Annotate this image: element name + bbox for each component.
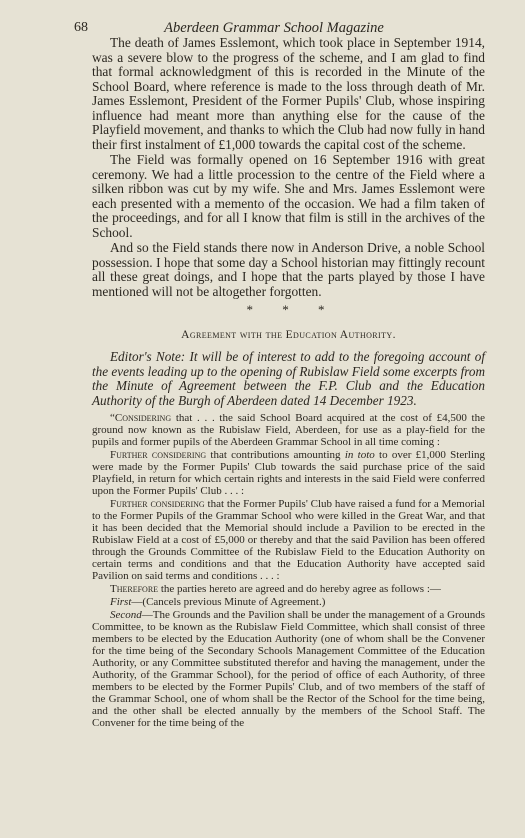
editors-note-label: Editor's Note:	[110, 349, 186, 364]
excerpt-further-considering-1	[92, 449, 485, 497]
excerpt-italic: in toto	[344, 449, 375, 462]
paragraph-anderson-drive: And so the Field stands there now in Anderson Drive, a noble School possession. I hope that some day a School historian may fittingly recount all these great doings, and I hope that the parts played by those I have mentioned will not be altogether forgotten.	[92, 240, 485, 299]
main-text	[92, 36, 485, 299]
excerpt-lead: First	[110, 596, 132, 609]
excerpt-further-considering-2	[92, 498, 485, 582]
running-title: Aberdeen Grammar School Magazine	[164, 20, 384, 36]
excerpt-lead: Further considering	[110, 449, 207, 462]
excerpt-lead: Further considering	[110, 498, 205, 511]
excerpt-lead: Second	[110, 609, 142, 622]
page-number: 68	[74, 20, 88, 35]
excerpt-text: that contributions amounting	[206, 449, 345, 462]
editors-note-text: It will be of interest to add to the foregoing account of the events leading up to the opening of Rubislaw Field some excerpts from the Minute of Agreement between the F.P. Club and the Education Authority of the Burgh of Aberdeen dated 14 December 1923.	[92, 349, 485, 408]
paragraph-esslemont-death: The death of James Esslemont, which took place in September 1914, was a severe blow to the progress of the scheme, and I am glad to find that formal acknowledgment of this is recorded in the Minute of the School Board, where reference is made to the loss through death of Mr. James Esslemont, President of the Former Pupils' Club, whose inspiring influence had meant more than anything else for the cause of the Playfield movement, and thanks to which the Club had now fully in hand their first instalment of £1,000 towards the capital cost of the scheme.	[92, 35, 485, 152]
excerpt-text: that the Former Pupils' Club have raised a fund for a Memorial to the Former Pupils of the Grammar School who were killed in the Great War, and that it has been decided that the Memorial should include a Pavilion to be erected in the Rubislaw Field at a cost of £5,000 or thereby and that the said Pavilion has been offered through the Grounds Committee of the Rubislaw Field to the Education Authority on certain terms and conditions and that the Education Authority have accepted said Pavilion on said terms and conditions . . . :	[92, 498, 485, 583]
article-body	[92, 36, 485, 729]
editors-note	[92, 350, 485, 408]
excerpt-considering	[92, 412, 485, 448]
excerpt-text: the parties hereto are agreed and do hereby agree as follows :—	[158, 583, 441, 596]
excerpt-text: —(Cancels previous Minute of Agreement.)	[131, 596, 326, 609]
excerpt-second	[92, 609, 485, 729]
excerpt-lead: “Considering	[110, 412, 172, 425]
excerpt-first	[92, 596, 485, 608]
paragraph-field-opening: The Field was formally opened on 16 September 1916 with great ceremony. We had a little procession to the centre of the Field where a silken ribbon was cut by my wife. She and Mrs. James Esslemont were each presented with a memento of the occasion. We had a film taken of the proceedings, and for all I know that film is still in the archives of the School.	[92, 152, 485, 240]
excerpt-lead: Therefore	[110, 583, 159, 596]
excerpt-text: to over £1,000 Sterling were made by the Former Pupils' Club towards the said purchase price of the said Playfield, in return for which certain rights and interests in the said Field were conferred upon the Former Pupils' Club . . . :	[92, 449, 485, 498]
excerpt-text: —The Grounds and the Pavilion shall be under the management of a Grounds Committee, to be known as the Rubislaw Field Committee, which shall consist of three members to be elected by the Education Authority (one of whom shall be the Convener for the time being of the Secondary Schools Management Committee of the Education Authority, or any Committee substituted therefor and having the management, under the Authority, of the Grammar School), for the period of office of each Authority, of three members to be elected by the Former Pupils' Club, and of two members of the staff of the Grammar School, one of whom shall be the Rector of the School for the time being, and the other shall be elected annually by the members of the School Staff. The Convener for the time being of the	[92, 609, 485, 730]
excerpt-therefore	[92, 583, 485, 595]
section-separator: * * *	[246, 302, 331, 317]
agreement-excerpts	[92, 412, 485, 729]
excerpt-text: that . . . the said School Board acquired at the cost of £4,500 the ground now known as the Rubislaw Field, Aberdeen, for use as a play-field for the pupils and former pupils of the Aberdeen Grammar School in all time coming :	[92, 412, 485, 449]
section-heading: Agreement with the Education Authority.	[181, 329, 396, 341]
